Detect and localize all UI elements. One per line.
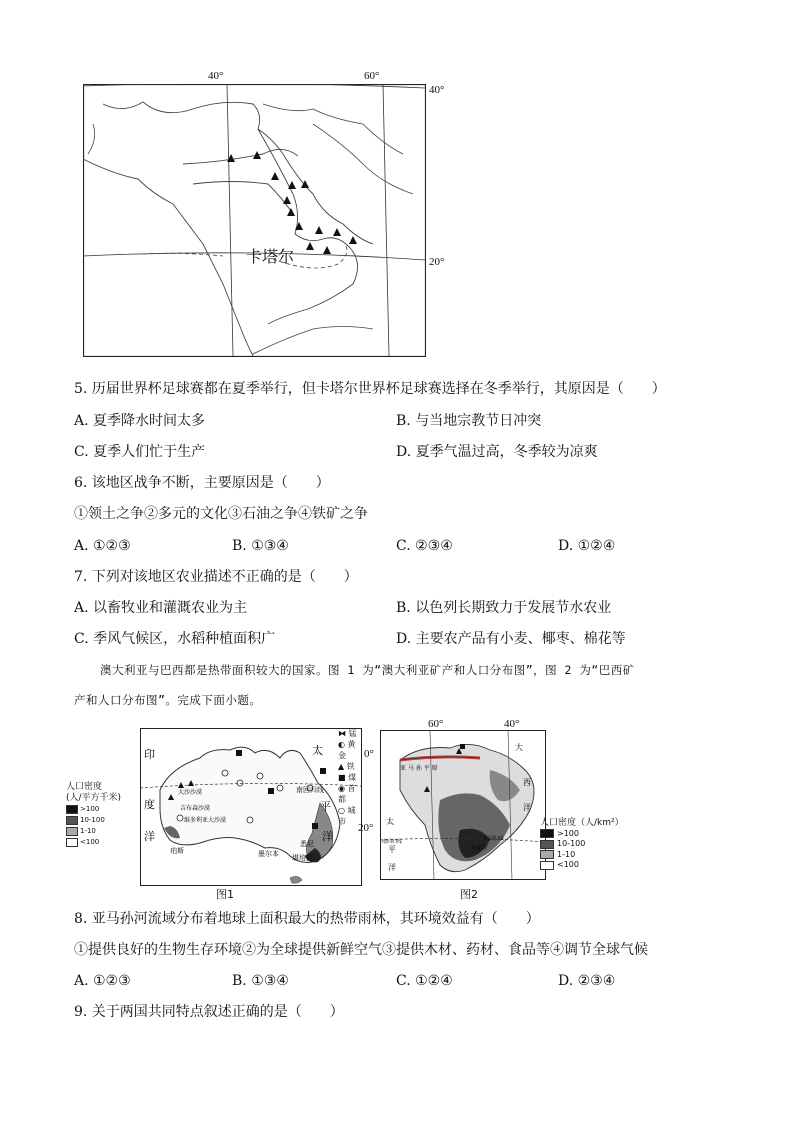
lon-label-40: 40°	[208, 70, 224, 82]
q8-option-c: C. ①②④	[396, 973, 453, 989]
q8-option-d: D. ②③④	[558, 973, 616, 989]
fig2-tropic-label-west: 南回归线	[382, 839, 403, 845]
q8-stem: 8. 亚马孙河流域分布着地球上面积最大的热带雨林，其环境效益有（ ）	[74, 911, 540, 927]
figure-2-brazil	[356, 718, 636, 902]
fig2-lat-20: 20°	[358, 822, 374, 834]
fig2-lon-40: 40°	[504, 718, 520, 730]
intro-line-2: 产和人口分布图”。完成下面小题。	[74, 693, 262, 707]
fig2-ocean-atlantic-2: 西	[523, 778, 531, 787]
fig1-ocean-pacific-1: 太	[312, 744, 323, 757]
intro-line-1: 澳大利亚与巴西都是热带面积较大的国家。图 1 为“澳大利亚矿产和人口分布图”，图 2 为“巴西矿	[100, 663, 635, 677]
q6-option-a: A. ①②③	[74, 538, 131, 554]
legend-city: ○ 城市	[338, 806, 356, 826]
q7-option-b: B. 以色列长期致力于发展节水农业	[396, 600, 612, 616]
legend-iron: ▲ 铁	[338, 762, 355, 771]
lon-label-60: 60°	[364, 70, 380, 82]
fig1-label-canberra: 堪培拉	[292, 854, 313, 862]
fig1-ocean-indian-1: 印	[144, 748, 155, 761]
fig2-lon-60: 60°	[428, 718, 444, 730]
q5-option-b: B. 与当地宗教节日冲突	[396, 413, 542, 429]
q6-stem: 6. 该地区战争不断，主要原因是（ ）	[74, 475, 330, 491]
fig1-ocean-pacific-2: 平	[320, 800, 331, 813]
q7-option-a: A. 以畜牧业和灌溉农业为主	[74, 600, 248, 616]
capital-icon: ◉	[338, 784, 345, 793]
australia-map	[140, 728, 362, 886]
q6-option-c: C. ②③④	[396, 538, 453, 554]
lat-label-40: 40°	[429, 84, 445, 96]
lat-label-20: 20°	[429, 256, 445, 268]
qatar-label: 卡塔尔	[246, 247, 295, 266]
fig1-ocean-indian-2: 度	[144, 798, 155, 811]
fig1-label-desert-3: 维多利亚大沙漠	[184, 817, 227, 824]
fig2-ocean-atlantic-3: 洋	[523, 803, 531, 812]
gold-icon: ◐	[338, 740, 345, 749]
manganese-icon: ⧓	[338, 729, 346, 738]
fig1-legend-title-2: (人/平方千米)	[66, 793, 122, 803]
fig1-caption: 图1	[216, 888, 234, 901]
figure-1-australia	[66, 726, 362, 902]
middle-east-map-drawing	[83, 84, 426, 357]
q5-option-a: A. 夏季降水时间太多	[74, 413, 206, 429]
city-icon: ○	[338, 806, 345, 815]
fig1-ocean-indian-3: 洋	[144, 830, 155, 843]
q8-option-a: A. ①②③	[74, 973, 131, 989]
coal-icon: ■	[338, 773, 346, 782]
fig2-caption: 图2	[460, 888, 478, 901]
middle-east-map	[80, 70, 445, 360]
q7-stem: 7. 下列对该地区农业描述不正确的是（ ）	[74, 569, 358, 585]
fig1-label-desert-1: 大沙沙漠	[178, 789, 203, 796]
fig1-label-sydney: 悉尼	[300, 840, 314, 848]
legend-manganese: ⧓ 锰	[338, 729, 357, 738]
fig1-label-perth: 珀斯	[170, 847, 184, 855]
q9-stem: 9. 关于两国共同特点叙述正确的是（ ）	[74, 1004, 344, 1020]
fig1-label-melbourne: 墨尔本	[258, 850, 279, 858]
fig1-legend-title-1: 人口密度	[66, 782, 103, 792]
fig2-amazon-label: 亚 马 孙 平 原	[400, 765, 438, 772]
q6-option-d: D. ①②④	[558, 538, 616, 554]
q6-option-b: B. ①③④	[232, 538, 289, 554]
q5-option-d: D. 夏季气温过高，冬季较为凉爽	[396, 444, 598, 460]
fig2-ocean-atlantic-1: 大	[515, 743, 523, 752]
iron-icon: ▲	[338, 762, 345, 771]
legend-coal: ■ 煤	[338, 773, 357, 782]
fig2-ocean-pacific-2: 平	[388, 845, 396, 854]
q7-option-c: C. 季风气候区，水稻种植面积广	[74, 631, 276, 647]
q8-option-b: B. ①③④	[232, 973, 289, 989]
fig1-population-legend: 人口密度 (人/平方千米) >100 10-100 1-10 <100	[66, 782, 122, 846]
q8-items: ①提供良好的生物生存环境②为全球提供新鲜空气③提供木材、药材、食品等④调节全球气候	[74, 942, 648, 958]
fig1-label-tropic: 南回归线	[296, 786, 324, 794]
fig2-population-legend: 人口密度（人/km²） >100 10-100 1-10 <100	[540, 818, 624, 869]
legend-capital: ◉ 首都	[338, 784, 356, 804]
fig2-lat-0: 0°	[364, 748, 374, 760]
fig2-ocean-pacific-3: 洋	[388, 863, 396, 872]
fig2-saopaulo-label: 圣保罗	[470, 845, 489, 852]
q7-option-d: D. 主要农产品有小麦、椰枣、棉花等	[396, 631, 626, 647]
q6-items: ①领土之争②多元的文化③石油之争④铁矿之争	[74, 506, 368, 522]
fig1-label-desert-2: 吉布森沙漠	[180, 805, 211, 812]
brazil-map	[380, 730, 546, 880]
legend-gold: ◐ 黄金	[338, 740, 356, 760]
fig2-tropic-label-east: 南回归线	[484, 836, 505, 842]
fig2-legend-title: 人口密度（人/km²）	[540, 818, 624, 828]
fig1-ocean-pacific-3: 洋	[322, 830, 333, 843]
fig2-ocean-pacific-1: 太	[386, 817, 394, 826]
q5-option-c: C. 夏季人们忙于生产	[74, 444, 206, 460]
q5-stem: 5. 历届世界杯足球赛都在夏季举行，但卡塔尔世界杯足球赛选择在冬季举行，其原因是（ ）	[74, 381, 666, 397]
